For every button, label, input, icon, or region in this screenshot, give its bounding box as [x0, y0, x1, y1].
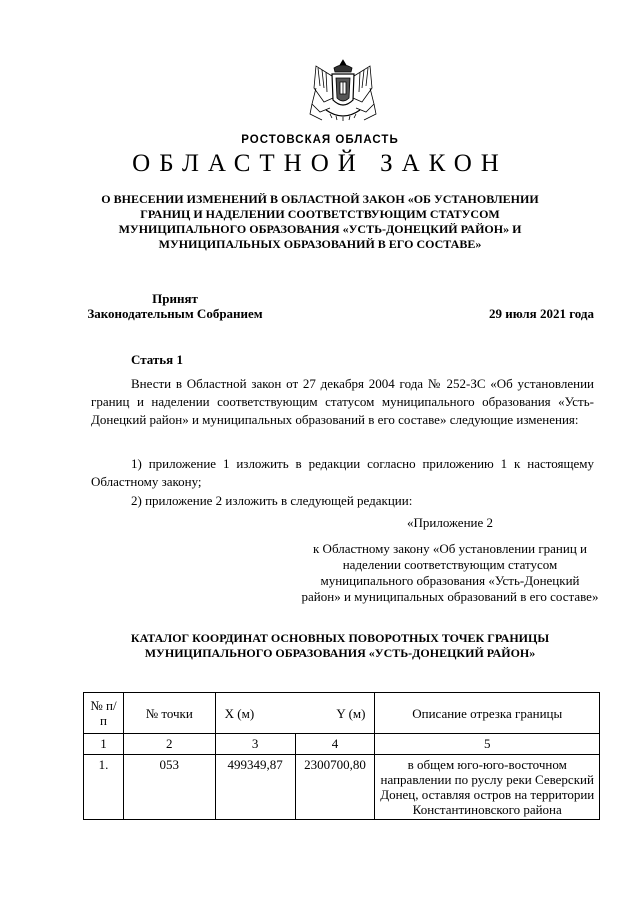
adoption-line-2: Законодательным Собранием — [87, 306, 263, 321]
adoption-date: 29 июля 2021 года — [489, 306, 594, 321]
header-y: Y (м) — [336, 705, 366, 721]
law-title: О ВНЕСЕНИИ ИЗМЕНЕНИЙ В ОБЛАСТНОЙ ЗАКОН «ОБ УСТАНОВЛЕНИИ ГРАНИЦ И НАДЕЛЕНИИ СООТВЕТСТВУЮЩИМ СТАТУСОМ МУНИЦИПАЛЬНОГО ОБРАЗОВАНИЯ «УСТЬ-ДОНЕЦКИЙ РАЙОН» И МУНИЦИПАЛЬНЫХ ОБРАЗОВАНИЙ В ЕГО СОСТАВЕ» — [101, 192, 539, 251]
row-num: 1. — [84, 755, 124, 820]
coordinates-table — [83, 692, 600, 820]
article-paragraph: Внести в Областной закон от 27 декабря 2004 года № 252-ЗС «Об установлении границ и наделении соответствующим статусом муниципального образования «Усть-Донецкий район» и муниципальных образований в его составе» следующие изменения: — [91, 376, 594, 427]
coat-of-arms-emblem — [306, 58, 380, 124]
column-number: 4 — [295, 734, 375, 755]
header-point: № точки — [123, 693, 215, 734]
header-desc: Описание отрезка границы — [375, 693, 600, 734]
article-paragraph: 1) приложение 1 изложить в редакции согласно приложению 1 к настоящему Областному закону; — [91, 456, 594, 489]
table-row — [84, 755, 600, 820]
region-name: РОСТОВСКАЯ ОБЛАСТЬ — [241, 134, 399, 146]
appendix-description: к Областному закону «Об установлении границ и наделении соответствующим статусом муниципального образования «Усть-Донецкий район» и муниципальных образований в его составе» — [301, 541, 599, 604]
table-header-row — [84, 693, 600, 734]
article-heading: Статья 1 — [131, 352, 183, 367]
row-x: 499349,87 — [215, 755, 295, 820]
article-paragraph: 2) приложение 2 изложить в следующей редакции: — [131, 493, 413, 508]
catalog-title: КАТАЛОГ КООРДИНАТ ОСНОВНЫХ ПОВОРОТНЫХ ТОЧЕК ГРАНИЦЫ МУНИЦИПАЛЬНОГО ОБРАЗОВАНИЯ «УСТЬ-ДОНЕЦКИЙ РАЙОН» — [130, 631, 550, 660]
appendix-title: «Приложение 2 — [406, 515, 494, 530]
adoption-line-1: Принят — [152, 291, 198, 306]
header-num: № п/п — [84, 693, 124, 734]
row-point: 053 — [123, 755, 215, 820]
column-number: 5 — [375, 734, 600, 755]
header-x: X (м) — [224, 705, 255, 721]
row-description: в общем юго-юго-восточном направлении по руслу реки Северский Донец, оставляя остров на территории Константиновского района — [375, 755, 600, 820]
column-number-row — [84, 734, 600, 755]
column-number: 2 — [123, 734, 215, 755]
column-number: 3 — [215, 734, 295, 755]
row-y: 2300700,80 — [295, 755, 375, 820]
document-type: ОБЛАСТНОЙ ЗАКОН — [132, 150, 508, 177]
header-xy — [215, 693, 375, 734]
column-number: 1 — [84, 734, 124, 755]
adoption-block — [80, 291, 270, 321]
